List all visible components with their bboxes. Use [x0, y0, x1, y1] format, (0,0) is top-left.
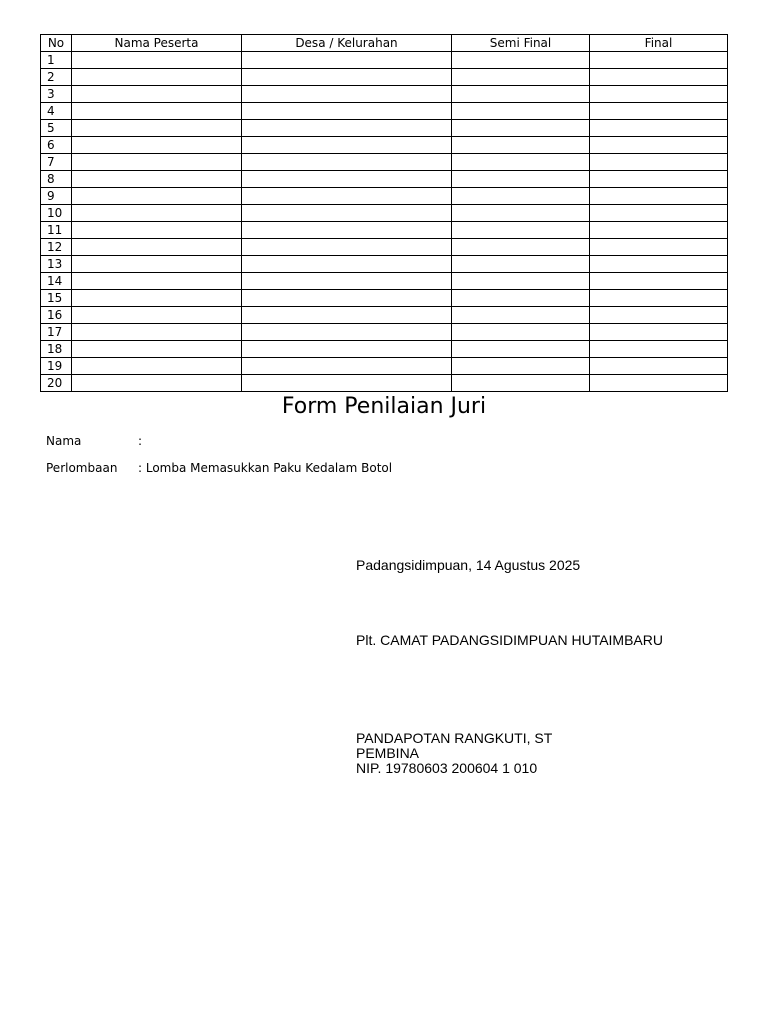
cell-nama-peserta[interactable] [72, 290, 242, 307]
cell-desa-kelurahan[interactable] [242, 324, 452, 341]
cell-desa-kelurahan[interactable] [242, 358, 452, 375]
row-number: 16 [41, 307, 72, 324]
cell-nama-peserta[interactable] [72, 137, 242, 154]
row-number: 17 [41, 324, 72, 341]
table-row [41, 273, 728, 290]
cell-desa-kelurahan[interactable] [242, 103, 452, 120]
cell-nama-peserta[interactable] [72, 358, 242, 375]
table-row [41, 137, 728, 154]
row-number: 5 [41, 120, 72, 137]
cell-final[interactable] [590, 324, 728, 341]
cell-desa-kelurahan[interactable] [242, 137, 452, 154]
perlombaan-value: : Lomba Memasukkan Paku Kedalam Botol [138, 461, 393, 475]
table-row [41, 154, 728, 171]
row-number: 9 [41, 188, 72, 205]
table-row [41, 222, 728, 239]
cell-nama-peserta[interactable] [72, 171, 242, 188]
signature-position: Plt. CAMAT PADANGSIDIMPUAN HUTAIMBARU [356, 632, 663, 648]
table-row [41, 375, 728, 392]
cell-semi-final[interactable] [452, 341, 590, 358]
table-header-row [41, 35, 728, 52]
signature-rank: PEMBINA [356, 745, 420, 761]
cell-semi-final[interactable] [452, 103, 590, 120]
cell-semi-final[interactable] [452, 307, 590, 324]
table-row [41, 86, 728, 103]
cell-final[interactable] [590, 69, 728, 86]
row-number: 3 [41, 86, 72, 103]
cell-final[interactable] [590, 52, 728, 69]
perlombaan-field [46, 460, 392, 476]
cell-semi-final[interactable] [452, 154, 590, 171]
cell-nama-peserta[interactable] [72, 341, 242, 358]
cell-final[interactable] [590, 256, 728, 273]
table-row [41, 239, 728, 256]
cell-final[interactable] [590, 171, 728, 188]
cell-final[interactable] [590, 341, 728, 358]
table-row [41, 103, 728, 120]
cell-semi-final[interactable] [452, 52, 590, 69]
table-row [41, 341, 728, 358]
header-desa-kelurahan: Desa / Kelurahan [242, 35, 452, 52]
table-row [41, 120, 728, 137]
cell-desa-kelurahan[interactable] [242, 188, 452, 205]
cell-nama-peserta[interactable] [72, 273, 242, 290]
cell-nama-peserta[interactable] [72, 324, 242, 341]
table-row [41, 324, 728, 341]
cell-final[interactable] [590, 290, 728, 307]
table-row [41, 69, 728, 86]
table-row [41, 205, 728, 222]
row-number: 19 [41, 358, 72, 375]
row-number: 20 [41, 375, 72, 392]
cell-final[interactable] [590, 86, 728, 103]
nama-value: : [138, 434, 143, 448]
nama-label: Nama [46, 434, 82, 448]
cell-semi-final[interactable] [452, 273, 590, 290]
cell-nama-peserta[interactable] [72, 375, 242, 392]
header-no: No [41, 35, 72, 52]
cell-final[interactable] [590, 205, 728, 222]
cell-nama-peserta[interactable] [72, 154, 242, 171]
cell-semi-final[interactable] [452, 256, 590, 273]
row-number: 14 [41, 273, 72, 290]
row-number: 13 [41, 256, 72, 273]
signature-nip: NIP. 19780603 200604 1 010 [356, 760, 538, 776]
cell-final[interactable] [590, 358, 728, 375]
cell-desa-kelurahan[interactable] [242, 120, 452, 137]
cell-final[interactable] [590, 188, 728, 205]
cell-nama-peserta[interactable] [72, 256, 242, 273]
cell-final[interactable] [590, 239, 728, 256]
cell-nama-peserta[interactable] [72, 205, 242, 222]
row-number: 15 [41, 290, 72, 307]
header-semi-final: Semi Final [452, 35, 590, 52]
cell-semi-final[interactable] [452, 120, 590, 137]
cell-final[interactable] [590, 222, 728, 239]
cell-final[interactable] [590, 307, 728, 324]
cell-desa-kelurahan[interactable] [242, 273, 452, 290]
row-number: 1 [41, 52, 72, 69]
form-title: Form Penilaian Juri [281, 394, 487, 419]
cell-nama-peserta[interactable] [72, 239, 242, 256]
cell-semi-final[interactable] [452, 171, 590, 188]
header-final: Final [590, 35, 728, 52]
row-number: 7 [41, 154, 72, 171]
cell-desa-kelurahan[interactable] [242, 52, 452, 69]
cell-semi-final[interactable] [452, 137, 590, 154]
row-number: 8 [41, 171, 72, 188]
cell-final[interactable] [590, 375, 728, 392]
signature-place-date: Padangsidimpuan, 14 Agustus 2025 [356, 557, 581, 573]
perlombaan-label: Perlombaan [46, 461, 118, 475]
table-row [41, 256, 728, 273]
table-row [41, 171, 728, 188]
cell-semi-final[interactable] [452, 86, 590, 103]
cell-final[interactable] [590, 137, 728, 154]
table-row [41, 290, 728, 307]
signature-name-block [356, 731, 552, 776]
cell-desa-kelurahan[interactable] [242, 307, 452, 324]
cell-final[interactable] [590, 273, 728, 290]
cell-final[interactable] [590, 103, 728, 120]
cell-final[interactable] [590, 120, 728, 137]
row-number: 10 [41, 205, 72, 222]
header-nama-peserta: Nama Peserta [72, 35, 242, 52]
cell-desa-kelurahan[interactable] [242, 154, 452, 171]
cell-nama-peserta[interactable] [72, 222, 242, 239]
row-number: 2 [41, 69, 72, 86]
cell-desa-kelurahan[interactable] [242, 239, 452, 256]
cell-desa-kelurahan[interactable] [242, 256, 452, 273]
row-number: 11 [41, 222, 72, 239]
cell-semi-final[interactable] [452, 358, 590, 375]
cell-desa-kelurahan[interactable] [242, 171, 452, 188]
cell-desa-kelurahan[interactable] [242, 341, 452, 358]
cell-desa-kelurahan[interactable] [242, 290, 452, 307]
signature-name: PANDAPOTAN RANGKUTI, ST [356, 730, 553, 746]
table-row [41, 307, 728, 324]
cell-semi-final[interactable] [452, 205, 590, 222]
row-number: 4 [41, 103, 72, 120]
cell-semi-final[interactable] [452, 188, 590, 205]
table-row [41, 52, 728, 69]
row-number: 6 [41, 137, 72, 154]
cell-nama-peserta[interactable] [72, 120, 242, 137]
cell-semi-final[interactable] [452, 375, 590, 392]
cell-nama-peserta[interactable] [72, 307, 242, 324]
cell-semi-final[interactable] [452, 222, 590, 239]
cell-semi-final[interactable] [452, 290, 590, 307]
cell-nama-peserta[interactable] [72, 103, 242, 120]
table-row [41, 358, 728, 375]
cell-semi-final[interactable] [452, 69, 590, 86]
score-table [40, 34, 728, 392]
row-number: 12 [41, 239, 72, 256]
cell-nama-peserta[interactable] [72, 69, 242, 86]
cell-final[interactable] [590, 154, 728, 171]
table-row [41, 188, 728, 205]
nama-field [46, 433, 142, 449]
cell-desa-kelurahan[interactable] [242, 69, 452, 86]
cell-semi-final[interactable] [452, 324, 590, 341]
cell-desa-kelurahan[interactable] [242, 205, 452, 222]
cell-desa-kelurahan[interactable] [242, 86, 452, 103]
cell-nama-peserta[interactable] [72, 86, 242, 103]
cell-nama-peserta[interactable] [72, 188, 242, 205]
table-body [41, 52, 728, 392]
cell-desa-kelurahan[interactable] [242, 375, 452, 392]
cell-semi-final[interactable] [452, 239, 590, 256]
cell-nama-peserta[interactable] [72, 52, 242, 69]
cell-desa-kelurahan[interactable] [242, 222, 452, 239]
row-number: 18 [41, 341, 72, 358]
